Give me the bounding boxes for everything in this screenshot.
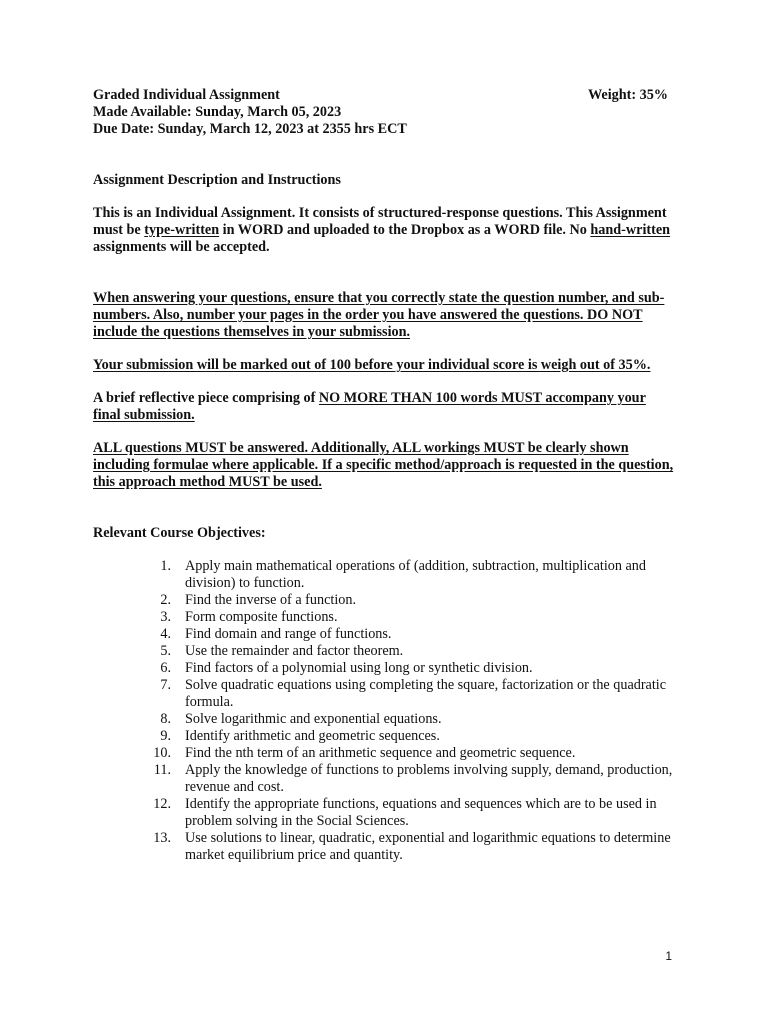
- type-written-text: type-written: [144, 222, 220, 238]
- list-item: 4. Find domain and range of functions.: [160, 626, 392, 642]
- list-item: 10. Find the nth term of an arithmetic sequence and geometric sequence.: [153, 745, 576, 761]
- description-heading: Assignment Description and Instructions: [93, 172, 341, 188]
- objectives-list: [93, 558, 675, 864]
- due-date: Due Date: Sunday, March 12, 2023 at 2355 hrs ECT: [93, 121, 407, 137]
- instructions-paragraph-5: ALL questions MUST be answered. Additionally, ALL workings MUST be clearly shown including formulae where applicable. If a specific method/approach is requested in the question, this approach method MUST be used.: [93, 440, 674, 490]
- instructions-paragraph-3: Your submission will be marked out of 100 before your individual score is weigh out of 35%.: [93, 357, 651, 373]
- list-item: 3. Form composite functions.: [160, 609, 338, 625]
- list-item: 1. Apply main mathematical operations of (addition, subtraction, multiplication and division) to function.: [160, 558, 646, 591]
- list-item: 11. Apply the knowledge of functions to problems involving supply, demand, production, revenue and cost.: [153, 762, 673, 795]
- title-row: [93, 87, 675, 104]
- list-item: 2. Find the inverse of a function.: [160, 592, 356, 608]
- list-item: 12. Identify the appropriate functions, equations and sequences which are to be used in problem solving in the Social Sciences.: [153, 796, 657, 829]
- page-number: 1: [665, 949, 672, 963]
- assignment-title: Graded Individual Assignment: [93, 87, 280, 103]
- list-item: 13. Use solutions to linear, quadratic, exponential and logarithmic equations to determine market equilibrium price and quantity.: [153, 830, 671, 863]
- word-limit-text: NO MORE THAN 100 words MUST accompany your final submission.: [93, 390, 646, 423]
- assignment-weight: Weight: 35%: [588, 87, 668, 103]
- instructions-paragraph-2: When answering your questions, ensure that you correctly state the question number, and sub-numbers. Also, number your pages in the order you have answered the questions. DO NOT include the questions themselves in your submission.: [93, 290, 665, 340]
- instructions-paragraph-4: A brief reflective piece comprising of NO MORE THAN 100 words MUST accompany your final submission.: [93, 390, 646, 423]
- list-item: 5. Use the remainder and factor theorem.: [160, 643, 404, 659]
- list-item: 9. Identify arithmetic and geometric sequences.: [160, 728, 440, 744]
- document-page: [93, 87, 675, 864]
- list-item: 8. Solve logarithmic and exponential equations.: [160, 711, 442, 727]
- instructions-paragraph-1: This is an Individual Assignment. It consists of structured-response questions. This Assignment must be type-written in WORD and uploaded to the Dropbox as a WORD file. No hand-written assignments will be accepted.: [93, 205, 671, 255]
- objectives-heading: Relevant Course Objectives:: [93, 525, 266, 541]
- hand-written-text: hand-written: [590, 222, 671, 238]
- list-item: 7. Solve quadratic equations using completing the square, factorization or the quadratic formula.: [160, 677, 667, 710]
- made-available: Made Available: Sunday, March 05, 2023: [93, 104, 342, 120]
- list-item: 6. Find factors of a polynomial using long or synthetic division.: [160, 660, 533, 676]
